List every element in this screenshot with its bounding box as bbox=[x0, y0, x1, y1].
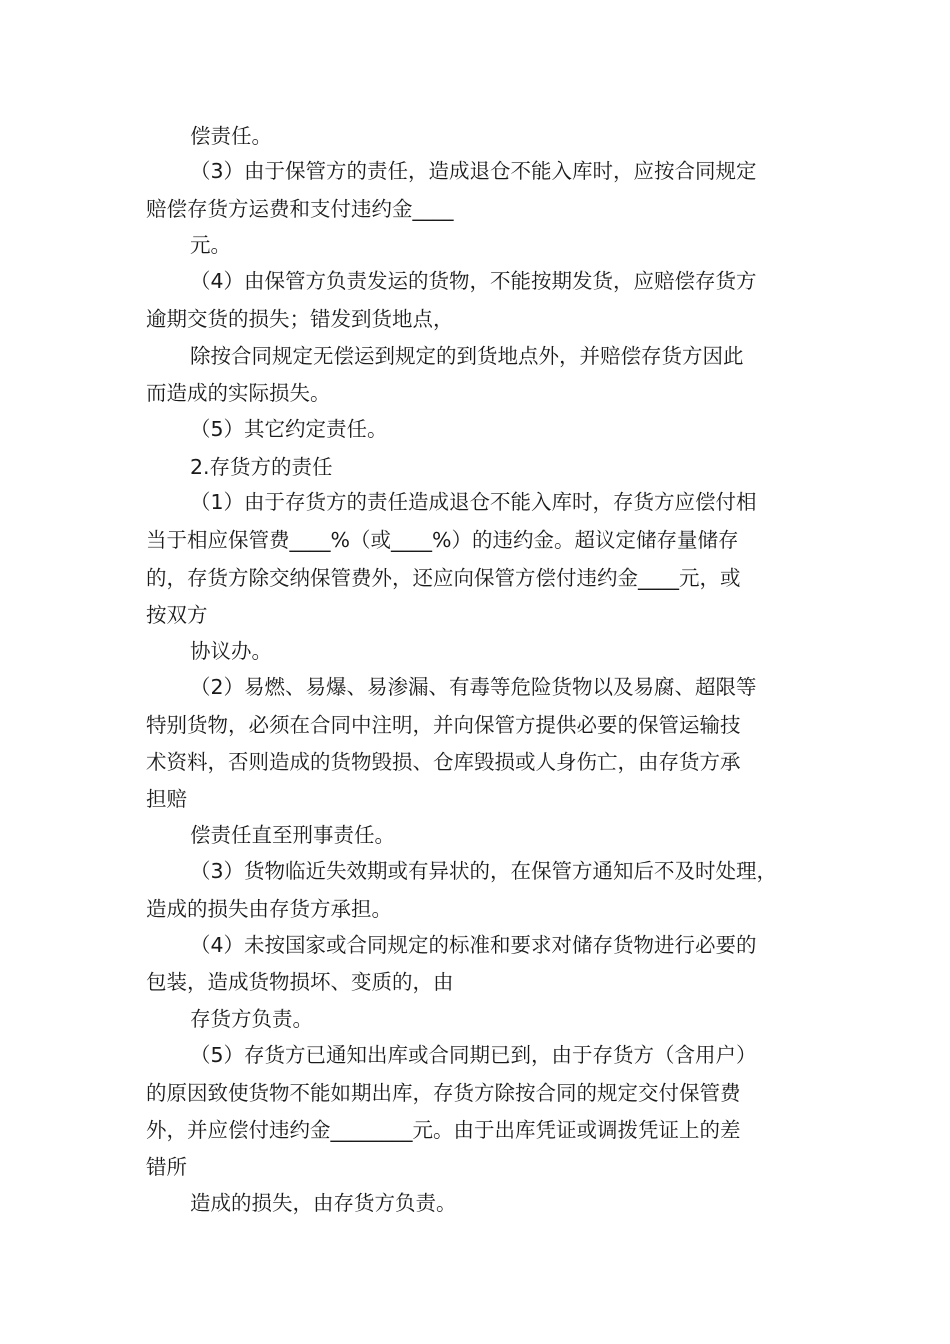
text-line: 偿责任直至刑事责任。 bbox=[190, 823, 395, 847]
text-line: 包装，造成货物损坏、变质的，由 bbox=[146, 970, 454, 994]
text-line: 协议办。 bbox=[190, 639, 272, 663]
text-line: 的，存货方除交纳保管费外，还应向保管方偿付违约金____元，或 bbox=[146, 566, 741, 590]
text-line: （5）存货方已通知出库或合同期已到，由于存货方（含用户） bbox=[190, 1043, 757, 1067]
text-line: 造成的损失由存货方承担。 bbox=[146, 897, 392, 921]
text-line: 造成的损失，由存货方负责。 bbox=[190, 1191, 457, 1215]
text-line: 外，并应偿付违约金________元。由于出库凭证或调拨凭证上的差 bbox=[146, 1118, 741, 1142]
text-line: 而造成的实际损失。 bbox=[146, 381, 331, 405]
text-line: （4）未按国家或合同规定的标准和要求对储存货物进行必要的 bbox=[190, 933, 757, 957]
text-line: （3）由于保管方的责任，造成退仓不能入库时，应按合同规定 bbox=[190, 159, 757, 183]
text-line: 错所 bbox=[146, 1155, 187, 1179]
text-line: 赔偿存货方运费和支付违约金____ bbox=[146, 197, 454, 221]
text-line: （3）货物临近失效期或有异状的，在保管方通知后不及时处理， bbox=[190, 859, 778, 883]
text-line: 按双方 bbox=[146, 603, 208, 627]
text-line: 担赔 bbox=[146, 787, 187, 811]
text-line: 偿责任。 bbox=[190, 124, 272, 148]
text-line: 元。 bbox=[190, 233, 231, 257]
text-line: 术资料，否则造成的货物毁损、仓库毁损或人身伤亡，由存货方承 bbox=[146, 750, 741, 774]
section-heading: 2.存货方的责任 bbox=[190, 455, 333, 479]
text-line: 逾期交货的损失；错发到货地点， bbox=[146, 307, 454, 331]
text-line: 除按合同规定无偿运到规定的到货地点外，并赔偿存货方因此 bbox=[190, 344, 744, 368]
text-line: （4）由保管方负责发运的货物，不能按期发货，应赔偿存货方 bbox=[190, 269, 757, 293]
text-line: 特别货物，必须在合同中注明，并向保管方提供必要的保管运输技 bbox=[146, 713, 741, 737]
text-line: 存货方负责。 bbox=[190, 1007, 313, 1031]
text-line: 的原因致使货物不能如期出库，存货方除按合同的规定交付保管费 bbox=[146, 1081, 741, 1105]
text-line: （2）易燃、易爆、易渗漏、有毒等危险货物以及易腐、超限等 bbox=[190, 675, 757, 699]
text-line: （5）其它约定责任。 bbox=[190, 417, 388, 441]
text-line: 当于相应保管费____%（或____%）的违约金。超议定储存量储存 bbox=[146, 528, 739, 552]
text-line: （1）由于存货方的责任造成退仓不能入库时，存货方应偿付相 bbox=[190, 490, 757, 514]
